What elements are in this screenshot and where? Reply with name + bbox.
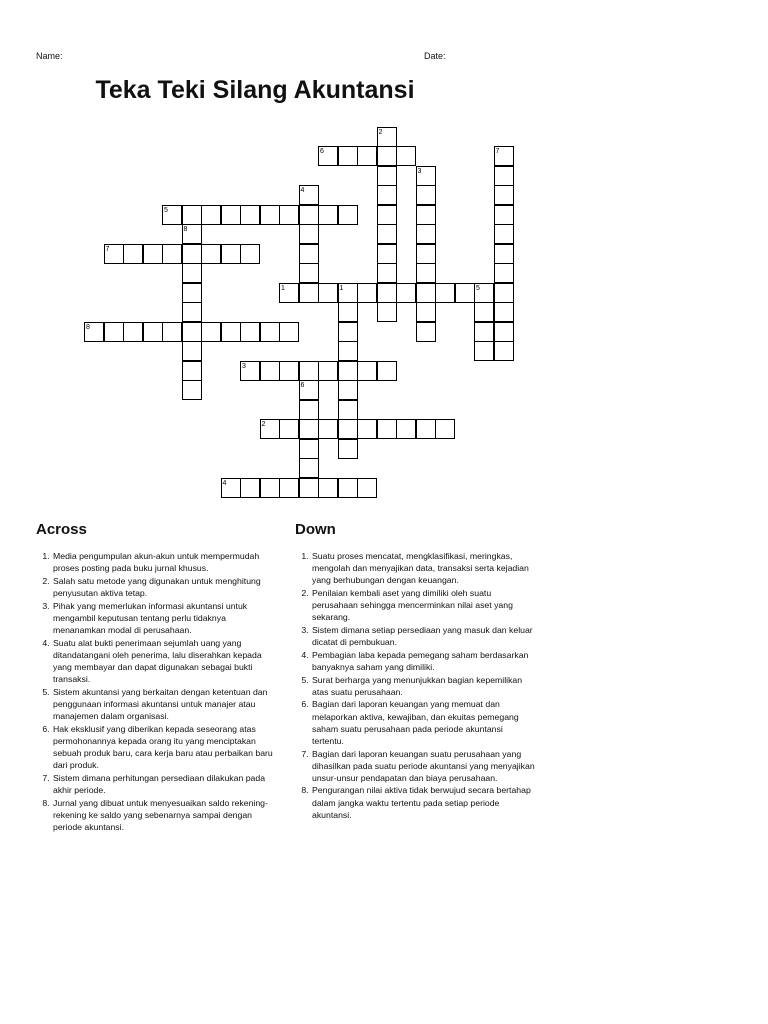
crossword-cell[interactable] — [182, 380, 202, 400]
crossword-cell[interactable] — [318, 478, 338, 498]
clue-number: 2 — [261, 421, 266, 428]
crossword-cell[interactable] — [182, 205, 202, 225]
crossword-cell[interactable] — [377, 205, 397, 225]
clue-number: 7 — [495, 148, 500, 155]
crossword-cell[interactable] — [338, 322, 358, 342]
crossword-cell[interactable] — [240, 205, 260, 225]
crossword-cell[interactable] — [494, 244, 514, 264]
across-clue: 6. Hak eksklusif yang diberikan kepada seseorang atas permohonannya kepada orang itu yang menciptakan sebuah produk baru, cara kerja baru atau perbaikan baru dari produk. — [52, 723, 276, 772]
across-clue: 1. Media pengumpulan akun-akun untuk mempermudah proses posting pada buku jurnal khusus. — [52, 550, 276, 574]
date-label: Date: — [424, 51, 446, 61]
crossword-cell[interactable] — [318, 361, 338, 381]
crossword-cell[interactable] — [416, 244, 436, 264]
crossword-cell[interactable] — [357, 419, 377, 439]
crossword-cell[interactable] — [494, 263, 514, 283]
crossword-cell[interactable] — [474, 322, 494, 342]
down-clue: 7. Bagian dari laporan keuangan suatu perusahaan yang dihasilkan pada suatu periode akuntansi yang menyajikan unsur-unsur pendapatan dan biaya perusahaan. — [311, 748, 535, 784]
crossword-cell[interactable] — [494, 341, 514, 361]
crossword-cell[interactable] — [494, 166, 514, 186]
crossword-cell[interactable] — [416, 419, 436, 439]
crossword-cell[interactable] — [338, 205, 358, 225]
crossword-cell[interactable] — [279, 361, 299, 381]
crossword-cell[interactable] — [123, 244, 143, 264]
crossword-cell[interactable] — [240, 322, 260, 342]
crossword-cell[interactable] — [357, 478, 377, 498]
crossword-cell[interactable] — [494, 205, 514, 225]
crossword-cell[interactable] — [377, 419, 397, 439]
crossword-cell[interactable] — [260, 205, 280, 225]
crossword-cell[interactable] — [143, 322, 163, 342]
clue-number: 3 — [417, 167, 422, 175]
crossword-cell[interactable] — [279, 322, 299, 342]
crossword-cell[interactable] — [338, 361, 358, 381]
crossword-cell[interactable] — [416, 322, 436, 342]
crossword-cell[interactable] — [182, 302, 202, 322]
across-clue: 7. Sistem dimana perhitungan persediaan dilakukan pada akhir periode. — [52, 772, 276, 796]
clue-number: 6 — [300, 382, 305, 389]
crossword-cell[interactable] — [221, 244, 241, 264]
crossword-cell[interactable] — [474, 341, 494, 361]
crossword-cell[interactable] — [338, 400, 358, 420]
down-clue: 6. Bagian dari laporan keuangan yang memuat dan melaporkan aktiva, kewajiban, dan ekuitas pemegang saham suatu perusahaan pada periode akuntansi tertentu. — [311, 698, 535, 747]
clue-number: 4 — [300, 187, 305, 194]
crossword-cell[interactable] — [279, 419, 299, 439]
down-clue: 3. Sistem dimana setiap persediaan yang masuk dan keluar dicatat di pembukuan. — [311, 624, 535, 648]
crossword-cell[interactable] — [201, 205, 221, 225]
crossword-cell[interactable] — [240, 478, 260, 498]
crossword-cell[interactable] — [123, 322, 143, 342]
down-clue: 2. Penilaian kembali aset yang dimiliki oleh suatu perusahaan sehingga mencerminkan nilai aset yang sekarang. — [311, 587, 535, 623]
crossword-cell[interactable] — [338, 341, 358, 361]
across-clue: 5. Sistem akuntansi yang berkaitan dengan ketentuan dan penggunaan informasi akuntansi untuk manajer atau manajemen dalam organisasi. — [52, 686, 276, 722]
crossword-cell[interactable] — [221, 322, 241, 342]
crossword-cell[interactable] — [240, 244, 260, 264]
crossword-cell[interactable] — [377, 361, 397, 381]
across-clue: 2. Salah satu metode yang digunakan untuk menghitung penyusutan aktiva tetap. — [52, 575, 276, 599]
down-heading: Down — [295, 521, 336, 538]
down-clue: 4. Pembagian laba kepada pemegang saham berdasarkan banyaknya saham yang dimiliki. — [311, 649, 535, 673]
crossword-cell[interactable] — [182, 283, 202, 303]
page-title: Teka Teki Silang Akuntansi — [95, 76, 415, 104]
across-clue: 3. Pihak yang memerlukan informasi akuntansi untuk mengambil keputusan tentang perlu tidaknya menanamkan modal di perusahaan. — [52, 600, 276, 636]
crossword-cell[interactable] — [182, 244, 202, 264]
crossword-cell[interactable] — [318, 283, 338, 303]
clue-number: 5 — [164, 206, 168, 214]
crossword-cell[interactable] — [299, 400, 319, 420]
crossword-cell[interactable] — [162, 322, 182, 342]
crossword-cell[interactable] — [338, 419, 358, 439]
down-clue: 1. Suatu proses mencatat, mengklasifikasi, meringkas, mengolah dan menyajikan data, transaksi serta kejadian yang berhubungan dengan keuangan. — [311, 550, 535, 586]
crossword-cell[interactable] — [494, 302, 514, 322]
down-section — [295, 521, 535, 821]
crossword-cell[interactable] — [377, 166, 397, 186]
crossword-cell[interactable] — [377, 244, 397, 264]
crossword-cell[interactable] — [416, 224, 436, 244]
crossword-cell[interactable] — [279, 478, 299, 498]
crossword-cell[interactable] — [338, 439, 358, 459]
across-clue-list — [36, 550, 276, 833]
crossword-cell[interactable] — [299, 439, 319, 459]
crossword-cell[interactable] — [182, 341, 202, 361]
crossword-cell[interactable] — [416, 283, 436, 303]
clue-number: 2 — [378, 128, 383, 136]
crossword-cell[interactable] — [396, 146, 416, 166]
crossword-cell[interactable] — [338, 302, 358, 322]
clue-number: 8 — [183, 226, 188, 233]
crossword-cell[interactable] — [299, 224, 319, 244]
crossword-cell[interactable] — [377, 283, 397, 303]
crossword-cell[interactable] — [260, 361, 280, 381]
crossword-cell[interactable] — [299, 419, 319, 439]
crossword-cell[interactable] — [221, 205, 241, 225]
across-clue: 4. Suatu alat bukti penerimaan sejumlah uang yang ditandatangani oleh penerima, lalu diserahkan kepada yang membayar dan dapat digunakan sebagai bukti transaksi. — [52, 637, 276, 686]
crossword-cell[interactable] — [357, 283, 377, 303]
crossword-cell[interactable] — [279, 205, 299, 225]
clue-number: 4 — [222, 479, 227, 487]
crossword-cell[interactable] — [377, 224, 397, 244]
crossword-cell[interactable] — [201, 244, 221, 264]
crossword-cell[interactable] — [416, 185, 436, 205]
crossword-cell[interactable] — [299, 458, 319, 478]
crossword-cell[interactable] — [474, 302, 494, 322]
crossword-cell[interactable] — [377, 146, 397, 166]
crossword-cell[interactable] — [182, 263, 202, 283]
crossword-cell[interactable] — [338, 146, 358, 166]
crossword-cell[interactable] — [377, 302, 397, 322]
crossword-cell[interactable] — [182, 322, 202, 342]
down-clue: 8. Pengurangan nilai aktiva tidak berwujud secara bertahap dalam jangka waktu tertentu pada setiap periode akuntansi. — [311, 784, 535, 820]
clue-number: 8 — [86, 323, 90, 331]
clue-number: 1 — [281, 284, 285, 292]
crossword-cell[interactable] — [260, 322, 280, 342]
clue-number: 3 — [242, 362, 246, 370]
crossword-cell[interactable] — [201, 322, 221, 342]
crossword-cell[interactable] — [494, 283, 514, 303]
across-clue: 8. Jurnal yang dibuat untuk menyesuaikan saldo rekening-rekening ke saldo yang sebenarnya sampai dengan periode akuntansi. — [52, 797, 276, 833]
crossword-cell[interactable] — [338, 380, 358, 400]
crossword-cell[interactable] — [357, 361, 377, 381]
crossword-grid — [0, 0, 768, 500]
crossword-cell[interactable] — [377, 185, 397, 205]
crossword-cell[interactable] — [494, 224, 514, 244]
crossword-cell[interactable] — [435, 419, 455, 439]
crossword-cell[interactable] — [299, 361, 319, 381]
crossword-cell[interactable] — [299, 478, 319, 498]
crossword-cell[interactable] — [182, 361, 202, 381]
across-section — [36, 521, 276, 834]
crossword-cell[interactable] — [318, 419, 338, 439]
crossword-cell[interactable] — [416, 205, 436, 225]
crossword-cell[interactable] — [104, 322, 124, 342]
crossword-cell[interactable] — [357, 146, 377, 166]
crossword-cell[interactable] — [299, 244, 319, 264]
crossword-cell[interactable] — [318, 205, 338, 225]
crossword-cell[interactable] — [494, 322, 514, 342]
down-clue-list — [295, 550, 535, 821]
crossword-cell[interactable] — [377, 263, 397, 283]
crossword-cell[interactable] — [162, 244, 182, 264]
clue-number: 1 — [339, 284, 344, 292]
clue-number: 7 — [105, 245, 110, 253]
crossword-cell[interactable] — [396, 283, 416, 303]
crossword-cell[interactable] — [416, 302, 436, 322]
crossword-cell[interactable] — [416, 263, 436, 283]
clue-number: 5 — [476, 284, 480, 292]
across-heading: Across — [36, 521, 87, 538]
crossword-cell[interactable] — [260, 478, 280, 498]
crossword-cell[interactable] — [455, 283, 475, 303]
crossword-cell[interactable] — [396, 419, 416, 439]
down-clue: 5. Surat berharga yang menunjukkan bagian kepemilikan atas suatu perusahaan. — [311, 674, 535, 698]
crossword-cell[interactable] — [299, 263, 319, 283]
crossword-cell[interactable] — [494, 185, 514, 205]
clue-number: 6 — [320, 148, 324, 155]
crossword-cell[interactable] — [299, 283, 319, 303]
crossword-cell[interactable] — [435, 283, 455, 303]
name-label: Name: — [36, 51, 63, 61]
crossword-cell[interactable] — [338, 478, 358, 498]
crossword-cell[interactable] — [143, 244, 163, 264]
crossword-cell[interactable] — [299, 205, 319, 225]
